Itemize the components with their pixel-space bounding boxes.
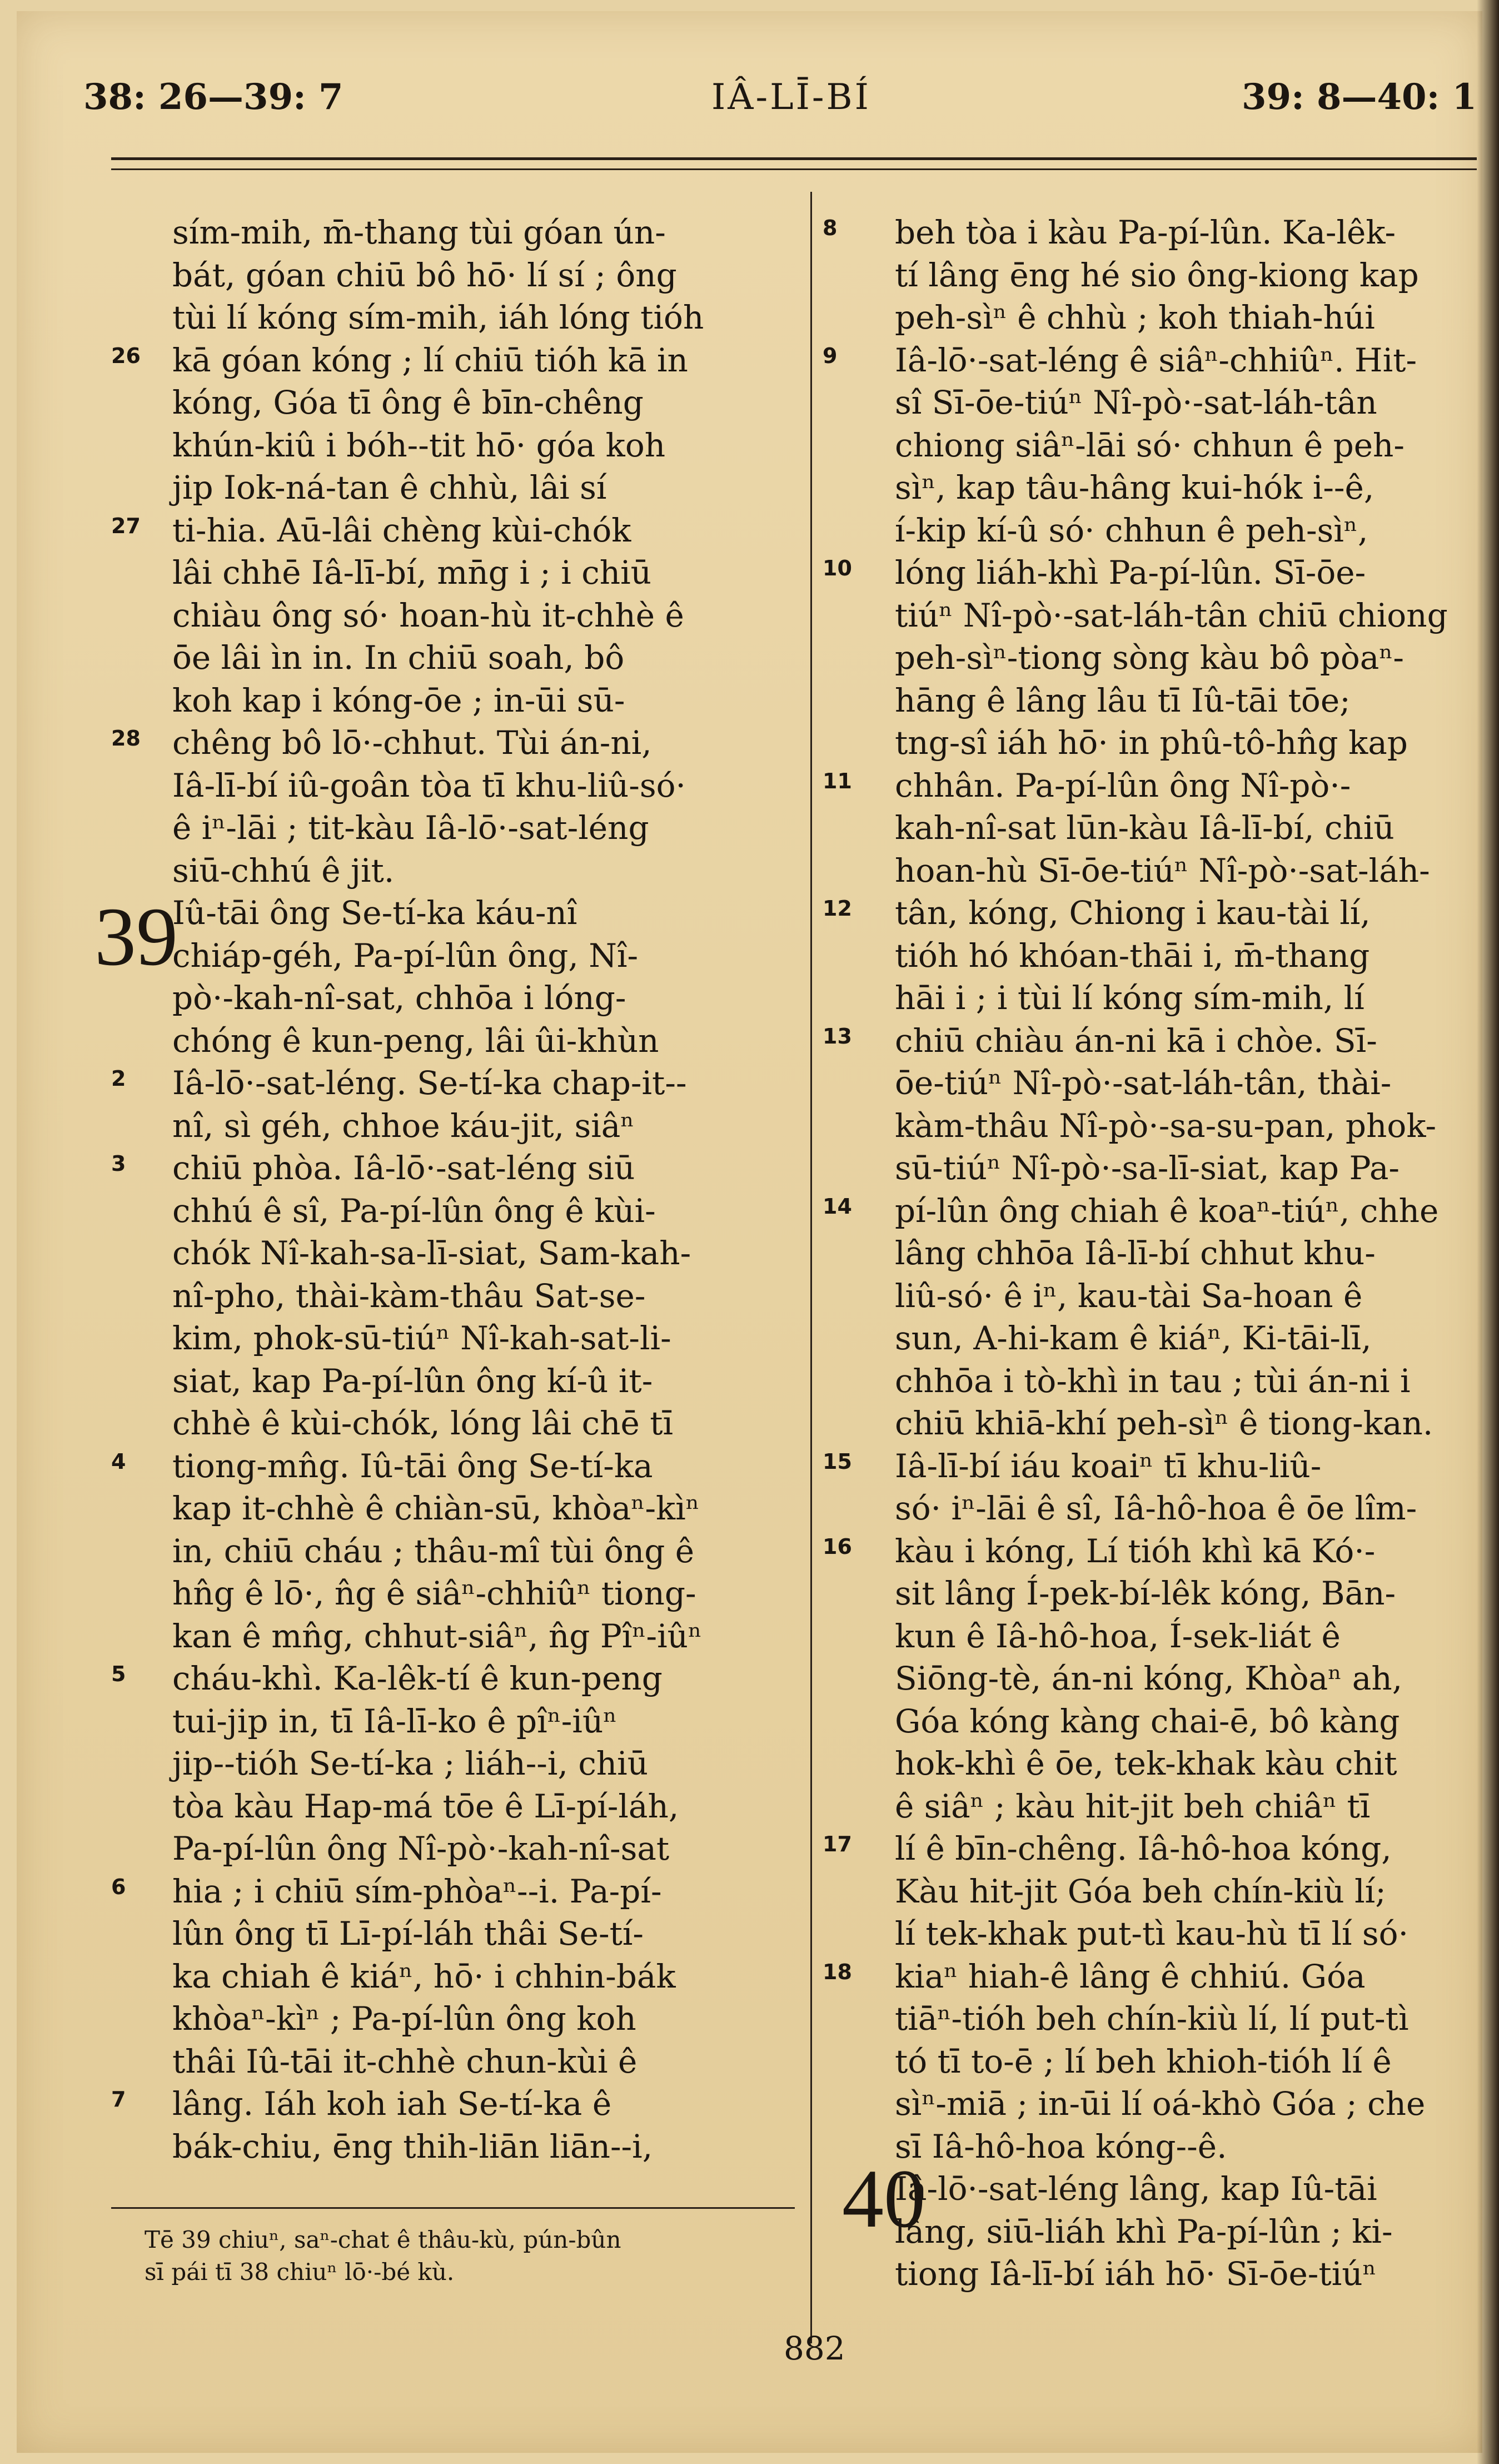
header-rule-top xyxy=(111,157,1477,160)
verse-text: Pa-pí-lûn ông Nî-pò·-kah-nî-sat xyxy=(172,1830,670,1867)
text-line xyxy=(172,594,795,637)
text-line xyxy=(823,764,1484,807)
text-line xyxy=(895,1657,1484,1700)
verse-text: Iâ-lō·-sat-léng lâng, kap Iû-tāi xyxy=(895,2170,1377,2208)
verse-text: bát, góan chiū bô hō· lí sí ; ông xyxy=(172,256,677,294)
verse-text: tân, kóng, Chiong i kau-tài lí, xyxy=(895,894,1371,932)
verse-text: hn̂g ê lō·, n̂g ê siâⁿ-chhiûⁿ tiong- xyxy=(172,1574,696,1612)
verse-text: tí lâng ēng hé sio ông-kiong kap xyxy=(895,256,1419,294)
verse-text: Iâ-lō·-sat-léng. Se-tí-ka chap-it-- xyxy=(172,1064,687,1102)
text-line xyxy=(172,1275,795,1318)
running-header xyxy=(83,67,1477,128)
verse-text: lóng liáh-khì Pa-pí-lûn. Sī-ōe- xyxy=(895,554,1366,592)
text-line xyxy=(172,1998,795,2040)
text-line xyxy=(823,1020,1484,1062)
text-line xyxy=(895,1232,1484,1275)
verse-text: pí-lûn ông chiah ê koaⁿ-tiúⁿ, chhe xyxy=(895,1191,1439,1230)
footnote-line-1: Tē 39 chiuⁿ, saⁿ-chat ê thâu-kù, pún-bûn xyxy=(145,2226,621,2253)
verse-text: chhōa i tò-khì in tau ; tùi án-ni i xyxy=(895,1362,1411,1400)
verse-text: chhân. Pa-pí-lûn ông Nî-pò·- xyxy=(895,766,1351,804)
verse-text: lâng chhōa Iâ-lī-bí chhut khu- xyxy=(895,1234,1376,1272)
verse-number: 27 xyxy=(111,513,141,538)
verse-text: peh-sìⁿ-tiong sòng kàu bô pòaⁿ- xyxy=(895,639,1405,677)
header-rule-bottom xyxy=(111,168,1477,170)
verse-text: hia ; i chiū sím-phòaⁿ--i. Pa-pí- xyxy=(172,1872,662,1910)
verse-text: siat, kap Pa-pí-lûn ông kí-û it- xyxy=(172,1362,653,1400)
text-line xyxy=(895,254,1484,297)
verse-text: Iâ-lī-bí iáu koaiⁿ tī khu-liû- xyxy=(895,1447,1322,1485)
verse-number: 5 xyxy=(111,1662,126,1686)
verse-text: í-kip kí-û só· chhun ê peh-sìⁿ, xyxy=(895,511,1368,549)
verse-number: 13 xyxy=(823,1024,852,1049)
text-line xyxy=(172,2040,795,2083)
verse-text: hāi i ; i tùi lí kóng sím-mih, lí xyxy=(895,979,1364,1017)
verse-text: chiū khiā-khí peh-sìⁿ ê tiong-kan. xyxy=(895,1404,1433,1442)
verse-text: ka chiah ê kiáⁿ, hō· i chhin-bák xyxy=(172,1957,676,1995)
verse-text: lâng, siū-liáh khì Pa-pí-lûn ; ki- xyxy=(895,2212,1393,2251)
text-line xyxy=(172,935,795,977)
column-divider xyxy=(810,192,812,2343)
text-line xyxy=(172,1827,795,1870)
text-line xyxy=(895,2168,1484,2210)
text-line xyxy=(111,1870,795,1913)
text-line xyxy=(823,1955,1484,1998)
verse-text: tiong Iâ-lī-bí iáh hō· Sī-ōe-tiúⁿ xyxy=(895,2255,1377,2293)
text-line xyxy=(172,381,795,424)
verse-number: 11 xyxy=(823,768,852,793)
text-line xyxy=(172,1360,795,1403)
text-line xyxy=(172,850,795,892)
verse-text: kah-nî-sat lūn-kàu Iâ-lī-bí, chiū xyxy=(895,809,1395,847)
verse-text: Siōng-tè, án-ni kóng, Khòaⁿ ah, xyxy=(895,1660,1403,1697)
verse-text: tó tī to-ē ; lí beh khioh-tióh lí ê xyxy=(895,2042,1392,2080)
text-line xyxy=(823,1190,1484,1233)
text-line xyxy=(172,1912,795,1955)
verse-text: peh-sìⁿ ê chhù ; koh thiah-húi xyxy=(895,299,1375,336)
verse-text: sìⁿ-miā ; in-ūi lí oá-khò Góa ; che xyxy=(895,2085,1426,2123)
verse-number: 9 xyxy=(823,343,838,368)
verse-text: ōe-tiúⁿ Nî-pò·-sat-láh-tân, thài- xyxy=(895,1064,1392,1102)
verse-text: ti-hia. Aū-lâi chèng kùi-chók xyxy=(172,511,631,549)
verse-number: 2 xyxy=(111,1066,126,1091)
text-line xyxy=(172,1020,795,1062)
text-line xyxy=(172,977,795,1020)
text-line xyxy=(823,1827,1484,1870)
text-line xyxy=(172,552,795,594)
text-line xyxy=(111,339,795,382)
verse-number: 6 xyxy=(111,1874,126,1899)
text-line xyxy=(172,1615,795,1658)
text-line xyxy=(895,1105,1484,1147)
verse-number: 26 xyxy=(111,343,141,368)
verse-text: liû-só· ê iⁿ, kau-tài Sa-hoan ê xyxy=(895,1276,1363,1315)
verse-text: sìⁿ, kap tâu-hâng kui-hók i--ê, xyxy=(895,469,1375,506)
text-line xyxy=(895,1062,1484,1105)
text-line xyxy=(172,1402,795,1445)
verse-text: chiū phòa. Iâ-lō·-sat-léng siū xyxy=(172,1149,635,1187)
verse-text: Iâ-lī-bí iû-goân tòa tī khu-liû-só· xyxy=(172,766,686,804)
verse-text: kiaⁿ hiah-ê lâng ê chhiú. Góa xyxy=(895,1957,1366,1995)
verse-text: kàu i kóng, Lí tióh khì kā Kó·- xyxy=(895,1532,1376,1570)
verse-text: bák-chiu, ēng thih-liān liān--i, xyxy=(172,2127,653,2165)
text-line xyxy=(172,1105,795,1147)
text-line xyxy=(172,1700,795,1743)
text-line xyxy=(895,424,1484,467)
verse-text: thâi Iû-tāi it-chhè chun-kùi ê xyxy=(172,2042,638,2080)
text-line xyxy=(895,1700,1484,1743)
verse-number: 18 xyxy=(823,1959,852,1984)
text-line xyxy=(172,1572,795,1615)
verse-text: tng-sî iáh hō· in phû-tô-hn̂g kap xyxy=(895,724,1408,762)
text-line xyxy=(172,764,795,807)
text-line xyxy=(172,1232,795,1275)
verse-text: pò·-kah-nî-sat, chhōa i lóng- xyxy=(172,979,626,1017)
text-line xyxy=(111,509,795,552)
text-line xyxy=(172,1785,795,1828)
text-line xyxy=(895,977,1484,1020)
text-line xyxy=(895,1870,1484,1913)
text-line xyxy=(172,211,795,254)
verse-text: chiū chiàu án-ni kā i chòe. Sī- xyxy=(895,1021,1377,1060)
text-line xyxy=(111,1062,795,1105)
verse-text: beh tòa i kàu Pa-pí-lûn. Ka-lêk- xyxy=(895,213,1396,251)
verse-text: tiong-mn̂g. Iû-tāi ông Se-tí-ka xyxy=(172,1447,653,1485)
text-line xyxy=(111,1445,795,1488)
verse-number: 10 xyxy=(823,556,852,580)
text-line xyxy=(172,637,795,679)
verse-text: koh kap i kóng-ōe ; in-ūi sū- xyxy=(172,681,625,719)
verse-text: só· iⁿ-lāi ê sî, Iâ-hô-hoa ê ōe lîm- xyxy=(895,1489,1417,1527)
text-line xyxy=(172,1742,795,1785)
text-line xyxy=(823,892,1484,935)
verse-text: kan ê mn̂g, chhut-siâⁿ, n̂g Pîⁿ-iûⁿ xyxy=(172,1617,703,1655)
text-line xyxy=(895,296,1484,339)
verse-number: 16 xyxy=(823,1534,852,1559)
verse-text: hok-khì ê ōe, tek-khak kàu chit xyxy=(895,1745,1397,1782)
text-line xyxy=(895,509,1484,552)
text-line xyxy=(895,1275,1484,1318)
text-line xyxy=(895,722,1484,764)
verse-text: tòa kàu Hap-má tōe ê Lī-pí-láh, xyxy=(172,1787,679,1825)
verse-text: lâi chhē Iâ-lī-bí, mn̄g i ; i chiū xyxy=(172,554,652,592)
text-line xyxy=(895,466,1484,509)
text-line xyxy=(111,2083,795,2125)
text-line xyxy=(895,1912,1484,1955)
verse-text: tiúⁿ Nî-pò·-sat-láh-tân chiū chiong xyxy=(895,596,1448,634)
verse-text: khòaⁿ-kìⁿ ; Pa-pí-lûn ông koh xyxy=(172,2000,636,2038)
text-line xyxy=(172,466,795,509)
verse-number: 28 xyxy=(111,726,141,751)
verse-text: Iâ-lō·-sat-léng ê siâⁿ-chhiûⁿ. Hit- xyxy=(895,341,1417,379)
text-line xyxy=(172,296,795,339)
verse-text: sun, A-hi-kam ê kiáⁿ, Ki-tāi-lī, xyxy=(895,1319,1372,1357)
verse-text: kóng, Góa tī ông ê bīn-chêng xyxy=(172,384,644,421)
verse-text: lâng. Iáh koh iah Se-tí-ka ê xyxy=(172,2085,612,2123)
text-line xyxy=(895,1742,1484,1785)
verse-number: 17 xyxy=(823,1832,852,1856)
chapter-number-40: 40 xyxy=(842,2153,925,2245)
verse-number: 15 xyxy=(823,1449,852,1474)
verse-text: tui-jip in, tī Iâ-lī-ko ê pîⁿ-iûⁿ xyxy=(172,1702,617,1740)
verse-text: siū-chhú ê jit. xyxy=(172,851,395,890)
verse-number: 4 xyxy=(111,1449,126,1474)
text-line xyxy=(823,1530,1484,1573)
header-right-reference: 39: 8—40: 1 xyxy=(1242,76,1477,118)
text-line xyxy=(895,935,1484,977)
footnote xyxy=(145,2224,811,2288)
text-line xyxy=(895,1487,1484,1530)
text-line xyxy=(172,424,795,467)
text-line xyxy=(895,1402,1484,1445)
verse-text: sit lâng Í-pek-bí-lêk kóng, Bān- xyxy=(895,1574,1396,1612)
verse-number: 3 xyxy=(111,1151,126,1176)
text-line xyxy=(895,1998,1484,2040)
verse-text: Góa kóng kàng chai-ē, bô kàng xyxy=(895,1702,1400,1740)
text-line xyxy=(895,2125,1484,2168)
text-line xyxy=(172,1190,795,1233)
verse-text: nî-pho, thài-kàm-thâu Sat-se- xyxy=(172,1276,646,1315)
text-line xyxy=(172,1317,795,1360)
text-line xyxy=(895,679,1484,722)
verse-text: lí tek-khak put-tì kau-hù tī lí só· xyxy=(895,1915,1409,1953)
text-line xyxy=(895,850,1484,892)
text-line xyxy=(172,1487,795,1530)
text-line xyxy=(895,594,1484,637)
header-book-title: IÂ-LĪ-BÍ xyxy=(711,77,871,118)
verse-text: lí ê bīn-chêng. Iâ-hô-hoa kóng, xyxy=(895,1830,1392,1867)
text-line xyxy=(895,2083,1484,2125)
verse-text: tióh hó khóan-thāi i, m̄-thang xyxy=(895,936,1370,975)
verse-text: sū-tiúⁿ Nî-pò·-sa-lī-siat, kap Pa- xyxy=(895,1149,1400,1187)
verse-text: chiong siâⁿ-lāi só· chhun ê peh- xyxy=(895,426,1405,464)
verse-text: tiāⁿ-tióh beh chín-kiù lí, lí put-tì xyxy=(895,2000,1409,2038)
text-line xyxy=(172,254,795,297)
verse-text: ê siâⁿ ; kàu hit-jit beh chiâⁿ tī xyxy=(895,1787,1371,1825)
text-line xyxy=(895,1572,1484,1615)
verse-number: 8 xyxy=(823,216,838,240)
footnote-rule xyxy=(111,2207,795,2209)
text-line xyxy=(111,1657,795,1700)
verse-text: sím-mih, m̄-thang tùi góan ún- xyxy=(172,213,666,251)
text-line xyxy=(172,679,795,722)
text-line xyxy=(172,1955,795,1998)
verse-number: 7 xyxy=(111,2087,126,2112)
verse-text: sī Iâ-hô-hoa kóng--ê. xyxy=(895,2127,1227,2165)
verse-text: jip--tióh Se-tí-ka ; liáh--i, chiū xyxy=(172,1745,649,1782)
text-line xyxy=(895,1785,1484,1828)
text-line xyxy=(895,2210,1484,2253)
text-line xyxy=(111,722,795,764)
text-line xyxy=(895,1147,1484,1190)
chapter-number-39: 39 xyxy=(94,891,178,983)
text-line xyxy=(823,1445,1484,1488)
verse-text: Iû-tāi ông Se-tí-ka káu-nî xyxy=(172,894,577,932)
text-line xyxy=(895,1317,1484,1360)
text-line xyxy=(823,339,1484,382)
text-line xyxy=(895,381,1484,424)
text-line xyxy=(823,552,1484,594)
verse-text: jip Iok-ná-tan ê chhù, lâi sí xyxy=(172,469,607,506)
verse-text: kap it-chhè ê chiàn-sū, khòaⁿ-kìⁿ xyxy=(172,1489,700,1527)
verse-text: kàm-thâu Nî-pò·-sa-su-pan, phok- xyxy=(895,1106,1437,1145)
verse-text: hāng ê lâng lâu tī Iû-tāi tōe; xyxy=(895,681,1351,719)
footnote-line-2: sī pái tī 38 chiuⁿ lō·-bé kù. xyxy=(145,2258,455,2286)
verse-text: chêng bô lō·-chhut. Tùi án-ni, xyxy=(172,724,652,762)
text-line xyxy=(172,1530,795,1573)
text-line xyxy=(895,2253,1484,2296)
text-line xyxy=(111,1147,795,1190)
verse-text: kā góan kóng ; lí chiū tióh kā in xyxy=(172,341,688,379)
verse-text: chhú ê sî, Pa-pí-lûn ông ê kùi- xyxy=(172,1191,656,1230)
text-line xyxy=(172,807,795,850)
page-number: 882 xyxy=(784,2329,845,2367)
text-line xyxy=(823,211,1484,254)
verse-text: tùi lí kóng sím-mih, iáh lóng tióh xyxy=(172,299,704,336)
text-line xyxy=(172,2125,795,2168)
header-left-reference: 38: 26—39: 7 xyxy=(83,76,343,118)
verse-text: kim, phok-sū-tiúⁿ Nî-kah-sat-li- xyxy=(172,1319,671,1357)
verse-text: nî, sì géh, chhoe káu-jit, siâⁿ xyxy=(172,1106,635,1145)
text-line xyxy=(895,1615,1484,1658)
verse-text: chiáp-géh, Pa-pí-lûn ông, Nî- xyxy=(172,936,639,975)
verse-number: 12 xyxy=(823,896,852,921)
verse-text: kun ê Iâ-hô-hoa, Í-sek-liát ê xyxy=(895,1617,1341,1655)
text-line xyxy=(895,2040,1484,2083)
verse-text: in, chiū cháu ; thâu-mî tùi ông ê xyxy=(172,1532,695,1570)
verse-text: chiàu ông só· hoan-hù it-chhè ê xyxy=(172,596,684,634)
verse-text: chók Nî-kah-sa-lī-siat, Sam-kah- xyxy=(172,1234,691,1272)
verse-text: lûn ông tī Lī-pí-láh thâi Se-tí- xyxy=(172,1915,644,1953)
verse-number: 14 xyxy=(823,1194,852,1219)
verse-text: cháu-khì. Ka-lêk-tí ê kun-peng xyxy=(172,1660,663,1697)
verse-text: ê iⁿ-lāi ; tit-kàu Iâ-lō·-sat-léng xyxy=(172,809,649,847)
text-line xyxy=(172,892,795,935)
verse-text: khún-kiû i bóh--tit hō· góa koh xyxy=(172,426,666,464)
text-line xyxy=(895,807,1484,850)
verse-text: sî Sī-ōe-tiúⁿ Nî-pò·-sat-láh-tân xyxy=(895,384,1377,421)
text-line xyxy=(895,637,1484,679)
verse-text: Kàu hit-jit Góa beh chín-kiù lí; xyxy=(895,1872,1386,1910)
verse-text: chóng ê kun-peng, lâi ûi-khùn xyxy=(172,1021,659,1060)
text-line xyxy=(895,1360,1484,1403)
verse-text: hoan-hù Sī-ōe-tiúⁿ Nî-pò·-sat-láh- xyxy=(895,851,1430,890)
verse-text: chhè ê kùi-chók, lóng lâi chē tī xyxy=(172,1404,674,1442)
verse-text: ōe lâi ìn in. In chiū soah, bô xyxy=(172,639,625,677)
